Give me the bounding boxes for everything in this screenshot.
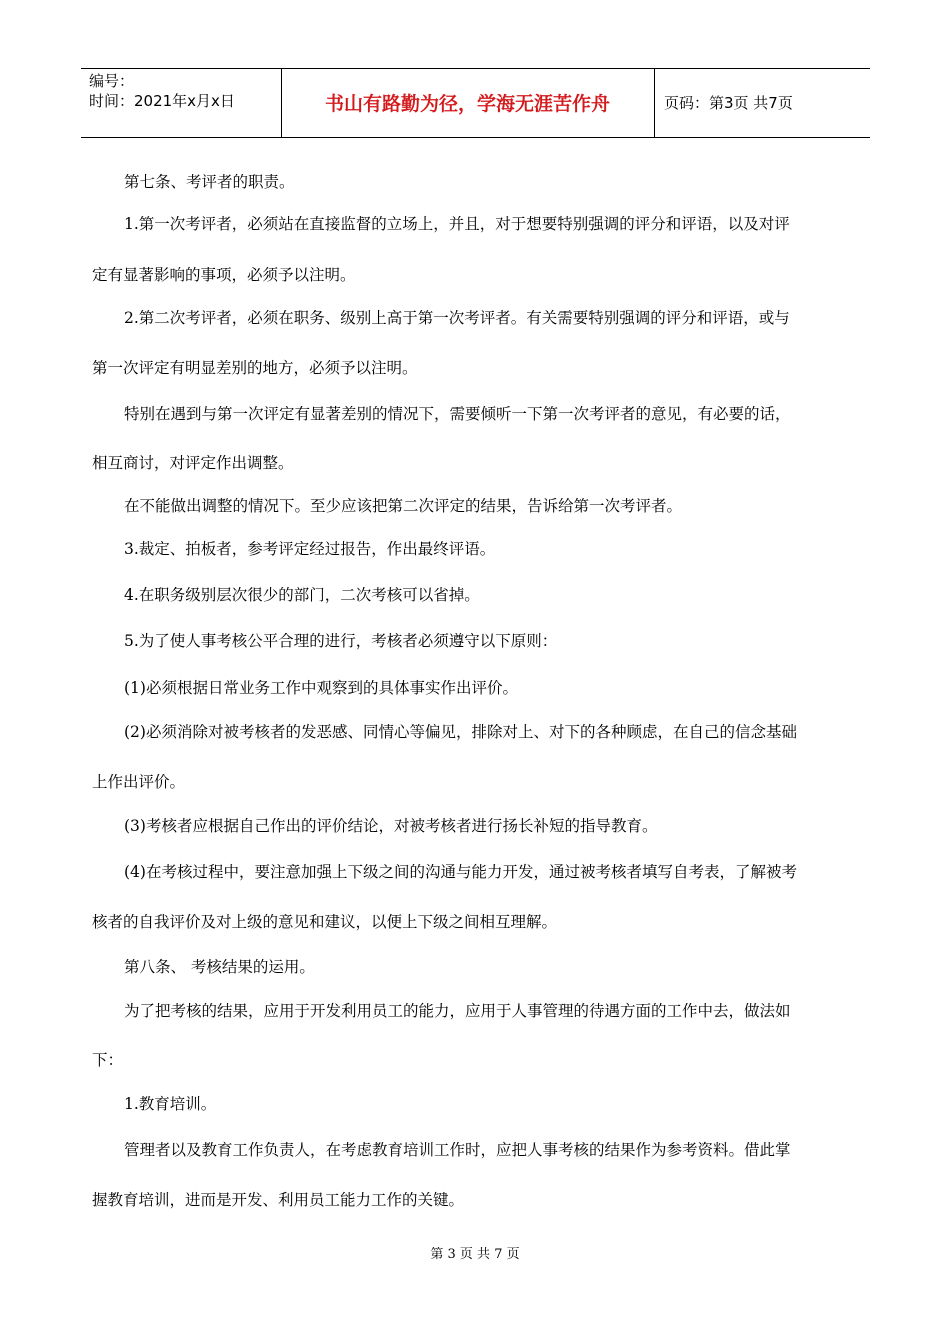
- paragraph-line: 握教育培训，进而是开发、利用员工能力工作的关键。: [92, 1191, 465, 1209]
- header-motto: 书山有路勤为径，学海无涯苦作舟: [324, 93, 610, 115]
- paragraph-line: 3.裁定、拍板者，参考评定经过报告，作出最终评语。: [124, 540, 496, 558]
- paragraph-line: 第一次评定有明显差别的地方，必须予以注明。: [92, 359, 418, 377]
- document-header: [81, 68, 870, 138]
- paragraph-line: 1.教育培训。: [124, 1095, 217, 1113]
- article-8-heading: 第八条、 考核结果的运用。: [124, 958, 315, 976]
- paragraph-line: (2)必须消除对被考核者的发恶感、同情心等偏见，排除对上、对下的各种顾虑，在自己的信念基础: [124, 723, 797, 741]
- paragraph-line: (4)在考核过程中，要注意加强上下级之间的沟通与能力开发，通过被考核者填写自考表，了解被考: [124, 863, 797, 881]
- paragraph-line: 4.在职务级别层次很少的部门，二次考核可以省掉。: [124, 586, 480, 604]
- header-divider: [654, 69, 655, 137]
- header-meta: [89, 71, 235, 111]
- page-footer: 第 3 页 共 7 页: [430, 1247, 520, 1262]
- paragraph-line: (1)必须根据日常业务工作中观察到的具体事实作出评价。: [124, 679, 518, 697]
- document-number-label: 编号：: [89, 72, 135, 90]
- document-time-label: 时间：2021年x月x日: [89, 92, 235, 110]
- paragraph-line: 下：: [92, 1051, 124, 1069]
- paragraph-line: 特别在遇到与第一次评定有显著差别的情况下，需要倾听一下第一次考评者的意见，有必要的话，: [124, 405, 791, 423]
- paragraph-line: 相互商讨，对评定作出调整。: [92, 454, 294, 472]
- paragraph-line: 1.第一次考评者，必须站在直接监督的立场上，并且，对于想要特别强调的评分和评语，以及对评: [124, 215, 790, 233]
- paragraph-line: 上作出评价。: [92, 773, 186, 791]
- article-7-heading: 第七条、考评者的职责。: [124, 173, 295, 191]
- paragraph-line: 定有显著影响的事项，必须予以注明。: [92, 266, 356, 284]
- paragraph-line: 管理者以及教育工作负责人，在考虑教育培训工作时，应把人事考核的结果作为参考资料。借此掌: [124, 1141, 791, 1159]
- paragraph-line: 2.第二次考评者，必须在职务、级别上高于第一次考评者。有关需要特别强调的评分和评语，或与: [124, 309, 790, 327]
- paragraph-line: 5.为了使人事考核公平合理的进行，考核者必须遵守以下原则：: [124, 632, 558, 650]
- header-page-info: 页码：第3页 共7页: [664, 94, 793, 112]
- paragraph-line: (3)考核者应根据自己作出的评价结论，对被考核者进行扬长补短的指导教育。: [124, 817, 658, 835]
- paragraph-line: 核者的自我评价及对上级的意见和建议，以便上下级之间相互理解。: [92, 913, 558, 931]
- paragraph-line: 在不能做出调整的情况下。至少应该把第二次评定的结果，告诉给第一次考评者。: [124, 497, 683, 515]
- paragraph-line: 为了把考核的结果，应用于开发利用员工的能力，应用于人事管理的待遇方面的工作中去，做法如: [124, 1002, 791, 1020]
